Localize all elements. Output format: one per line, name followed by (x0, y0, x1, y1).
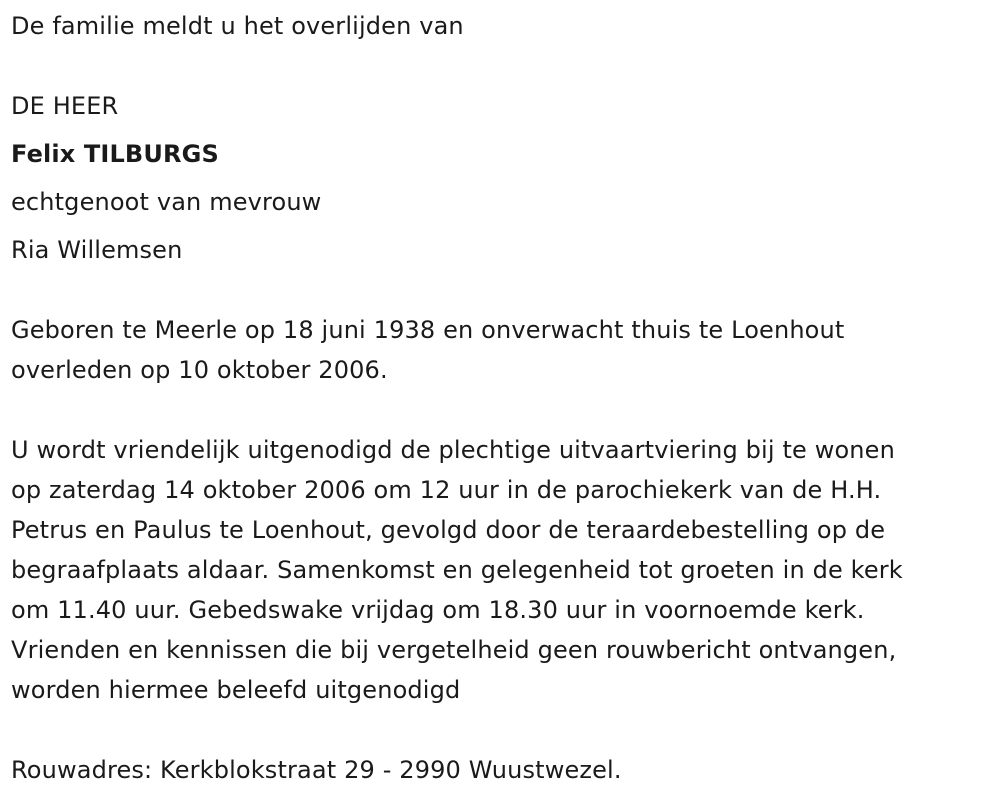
birth-death-line: overleden op 10 oktober 2006. (11, 356, 388, 384)
honorific: DE HEER (11, 92, 119, 120)
mourning-address: Rouwadres: Kerkblokstraat 29 - 2990 Wuustwezel. (11, 756, 622, 784)
ceremony-line: op zaterdag 14 oktober 2006 om 12 uur in de parochiekerk van de H.H. (11, 476, 882, 504)
birth-death-line: Geboren te Meerle op 18 juni 1938 en onverwacht thuis te Loenhout (11, 316, 845, 344)
ceremony-line: Petrus en Paulus te Loenhout, gevolgd door de teraardebestelling op de (11, 516, 886, 544)
ceremony-line: Vrienden en kennissen die bij vergetelheid geen rouwbericht ontvangen, (11, 636, 897, 664)
ceremony-line: U wordt vriendelijk uitgenodigd de plechtige uitvaartviering bij te wonen (11, 436, 895, 464)
intro-text: De familie meldt u het overlijden van (11, 12, 464, 40)
ceremony-line: begraafplaats aldaar. Samenkomst en gelegenheid tot groeten in de kerk (11, 556, 903, 584)
spouse-name: Ria Willemsen (11, 236, 183, 264)
ceremony-line: om 11.40 uur. Gebedswake vrijdag om 18.30 uur in voornoemde kerk. (11, 596, 865, 624)
deceased-name: Felix TILBURGS (11, 140, 219, 168)
spouse-label: echtgenoot van mevrouw (11, 188, 322, 216)
ceremony-line: worden hiermee beleefd uitgenodigd (11, 676, 461, 704)
